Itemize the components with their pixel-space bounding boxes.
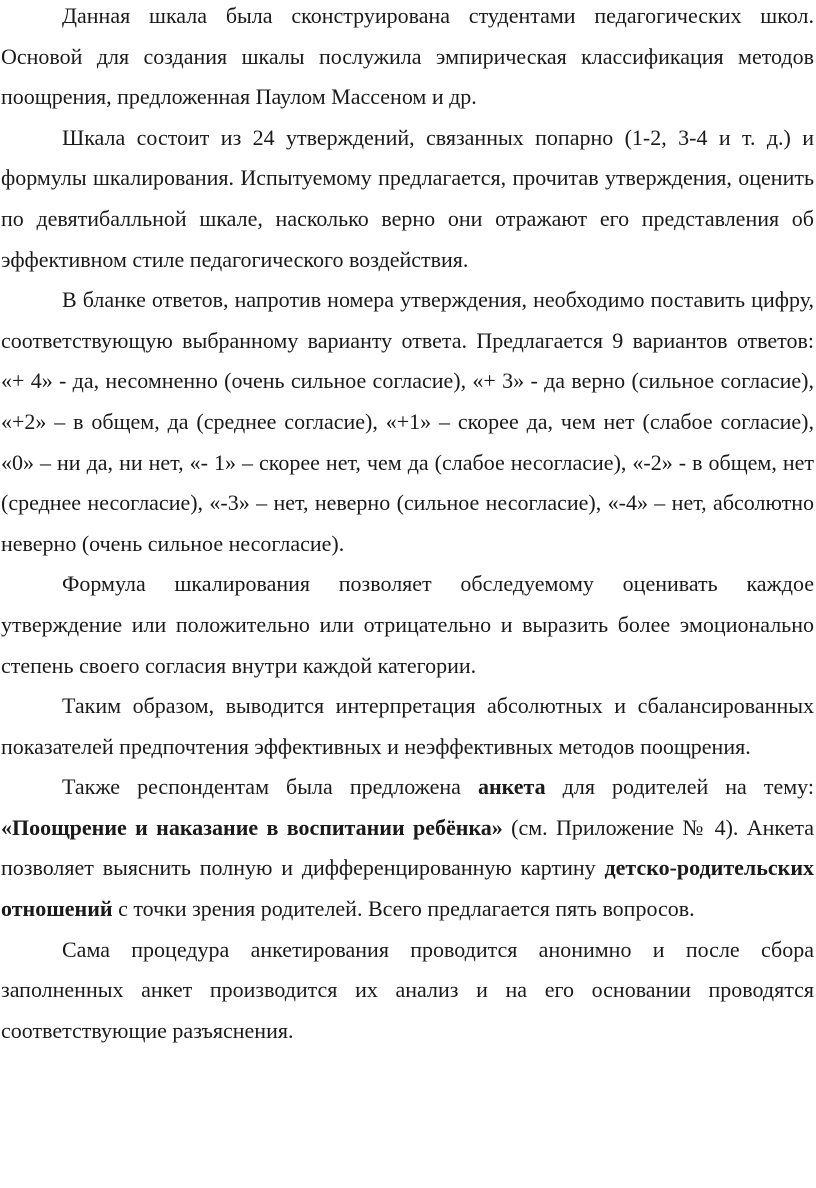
questionnaire-bold-relations: детско-родительских отношений — [1, 855, 814, 922]
paragraph-interpretation: Таким образом, выводится интерпретация абсолютных и сбалансированных показателей предпочтения эффективных и неэффективных методов поощрения. — [1, 693, 814, 759]
document-body — [1, 0, 814, 1051]
questionnaire-bold-anketa: анкета — [477, 774, 546, 800]
questionnaire-text-1: Также респондентам была предложена — [62, 774, 478, 800]
paragraph-answer-options: В бланке ответов, напротив номера утверждения, необходимо поставить цифру, соответствующую выбранному варианту ответа. Предлагается 9 вариантов ответов: «+ 4» - да, несомненно (очень сильное согласие), «+ 3» - да верно (сильное согласие), «+2» – в общем, да (среднее согласие), «+1» – скорее да, чем нет (слабое согласие), «0» – ни да, ни нет, «- 1» – скорее нет, чем да (слабое несогласие), «-2» - в общем, нет (среднее несогласие), «-3» – нет, неверно (сильное несогласие), «-4» – нет, абсолютно неверно (очень сильное несогласие). — [1, 287, 814, 556]
questionnaire-text-3: (см. Приложение № 4). Анкета позволяет выяснить полную и дифференцированную картину — [1, 814, 814, 881]
questionnaire-bold-topic: «Поощрение и наказание в воспитании ребёнка» — [1, 814, 503, 840]
paragraph-questionnaire — [1, 767, 814, 929]
questionnaire-text-2: для родителей на тему: — [545, 774, 814, 800]
paragraph-scale-structure: Шкала состоит из 24 утверждений, связанных попарно (1-2, 3-4 и т. д.) и формулы шкалирования. Испытуемому предлагается, прочитав утверждения, оценить по девятибалльной шкале, насколько верно они отражают его представления об эффективном стиле педагогического воздействия. — [1, 124, 814, 272]
paragraph-scale-origin: Данная шкала была сконструирована студентами педагогических школ. Основой для создания шкалы послужила эмпирическая классификация методов поощрения, предложенная Паулом Массеном и др. — [1, 3, 814, 110]
paragraph-scaling-formula: Формула шкалирования позволяет обследуемому оценивать каждое утверждение или положительно или отрицательно и выразить более эмоционально степень своего согласия внутри каждой категории. — [1, 571, 814, 678]
paragraph-procedure: Сама процедура анкетирования проводится анонимно и после сбора заполненных анкет производится их анализ и на его основании проводятся соответствующие разъяснения. — [1, 936, 814, 1043]
questionnaire-text-4: с точки зрения родителей. Всего предлагается пять вопросов. — [112, 896, 695, 922]
